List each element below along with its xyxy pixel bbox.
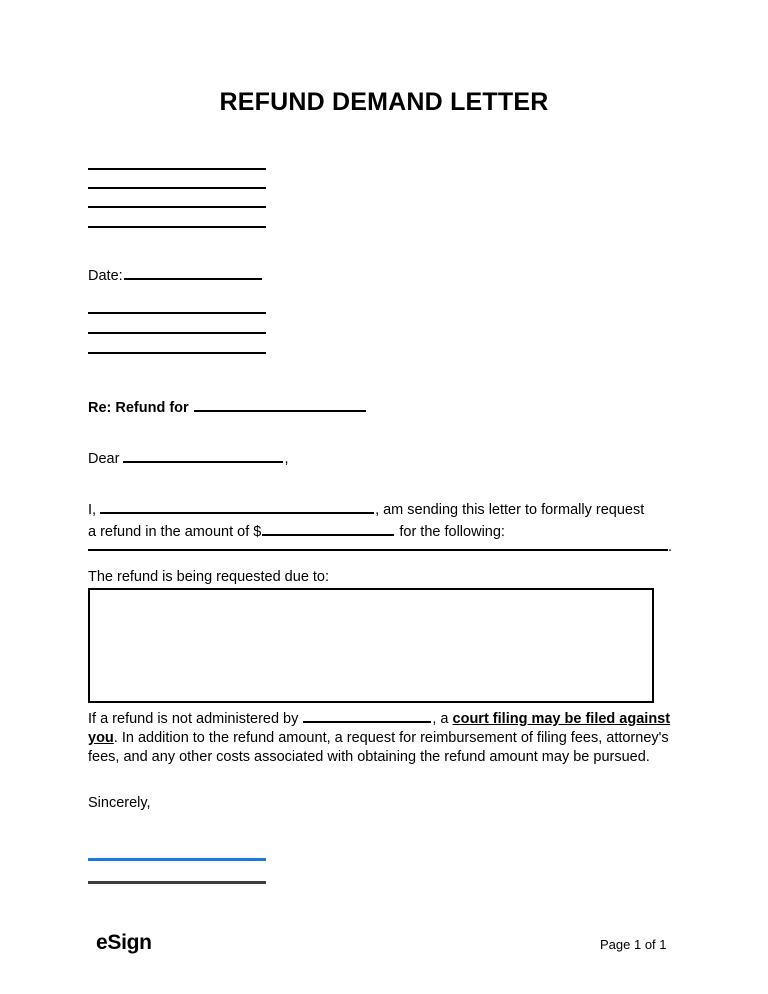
salutation-input-blank[interactable] bbox=[123, 447, 283, 463]
date-label: Date: bbox=[88, 268, 123, 284]
printed-name-line[interactable] bbox=[88, 881, 266, 884]
body-line-3 bbox=[88, 536, 672, 557]
date-input-blank[interactable] bbox=[124, 264, 262, 280]
sender-name-blank[interactable] bbox=[100, 498, 374, 514]
notice-paragraph bbox=[88, 707, 678, 767]
salutation-row bbox=[88, 447, 288, 468]
notice-continuation: . In addition to the refund amount, a request for reimbursement of filing fees, attorney's fees, and any other costs associated with obtaining the refund amount may be pursued. bbox=[88, 730, 669, 765]
body-line-1 bbox=[88, 502, 644, 518]
body-line-1-suffix: , am sending this letter to formally request bbox=[375, 502, 645, 518]
notice-after-blank: , a bbox=[432, 711, 453, 727]
sender-address-line-2[interactable] bbox=[88, 187, 266, 189]
subject-input-blank[interactable] bbox=[194, 396, 366, 412]
salutation-label: Dear bbox=[88, 451, 120, 467]
sender-address-line-1[interactable] bbox=[88, 168, 266, 170]
body-line-2-prefix: a refund in the amount of $ bbox=[88, 524, 262, 540]
subject-label: Re: Refund for bbox=[88, 400, 189, 416]
closing-label: Sincerely, bbox=[88, 795, 151, 811]
page-indicator: Page 1 of 1 bbox=[600, 937, 667, 952]
recipient-address-line-1[interactable] bbox=[88, 312, 266, 314]
deadline-date-blank[interactable] bbox=[303, 707, 431, 723]
esign-logo: eSign bbox=[96, 931, 152, 954]
salutation-comma: , bbox=[284, 451, 289, 467]
date-row bbox=[88, 264, 263, 285]
body-line-3-period: . bbox=[668, 539, 673, 555]
refund-reason-long-blank[interactable] bbox=[88, 536, 668, 551]
refund-amount-blank[interactable] bbox=[262, 520, 394, 536]
body-line-1-prefix: I, bbox=[88, 502, 97, 518]
sender-address-line-3[interactable] bbox=[88, 206, 266, 208]
page-title: REFUND DEMAND LETTER bbox=[219, 88, 549, 116]
notice-prefix: If a refund is not administered by bbox=[88, 711, 299, 727]
recipient-address-line-2[interactable] bbox=[88, 332, 266, 334]
body-line-2-suffix: for the following: bbox=[395, 524, 505, 540]
sender-address-line-4[interactable] bbox=[88, 226, 266, 228]
subject-row bbox=[88, 396, 367, 417]
recipient-address-line-3[interactable] bbox=[88, 352, 266, 354]
reason-textarea[interactable] bbox=[88, 588, 654, 703]
reason-label: The refund is being requested due to: bbox=[88, 569, 330, 585]
notice-emphasis: court filing may be filed against you bbox=[88, 711, 671, 746]
signature-line[interactable] bbox=[88, 858, 266, 861]
